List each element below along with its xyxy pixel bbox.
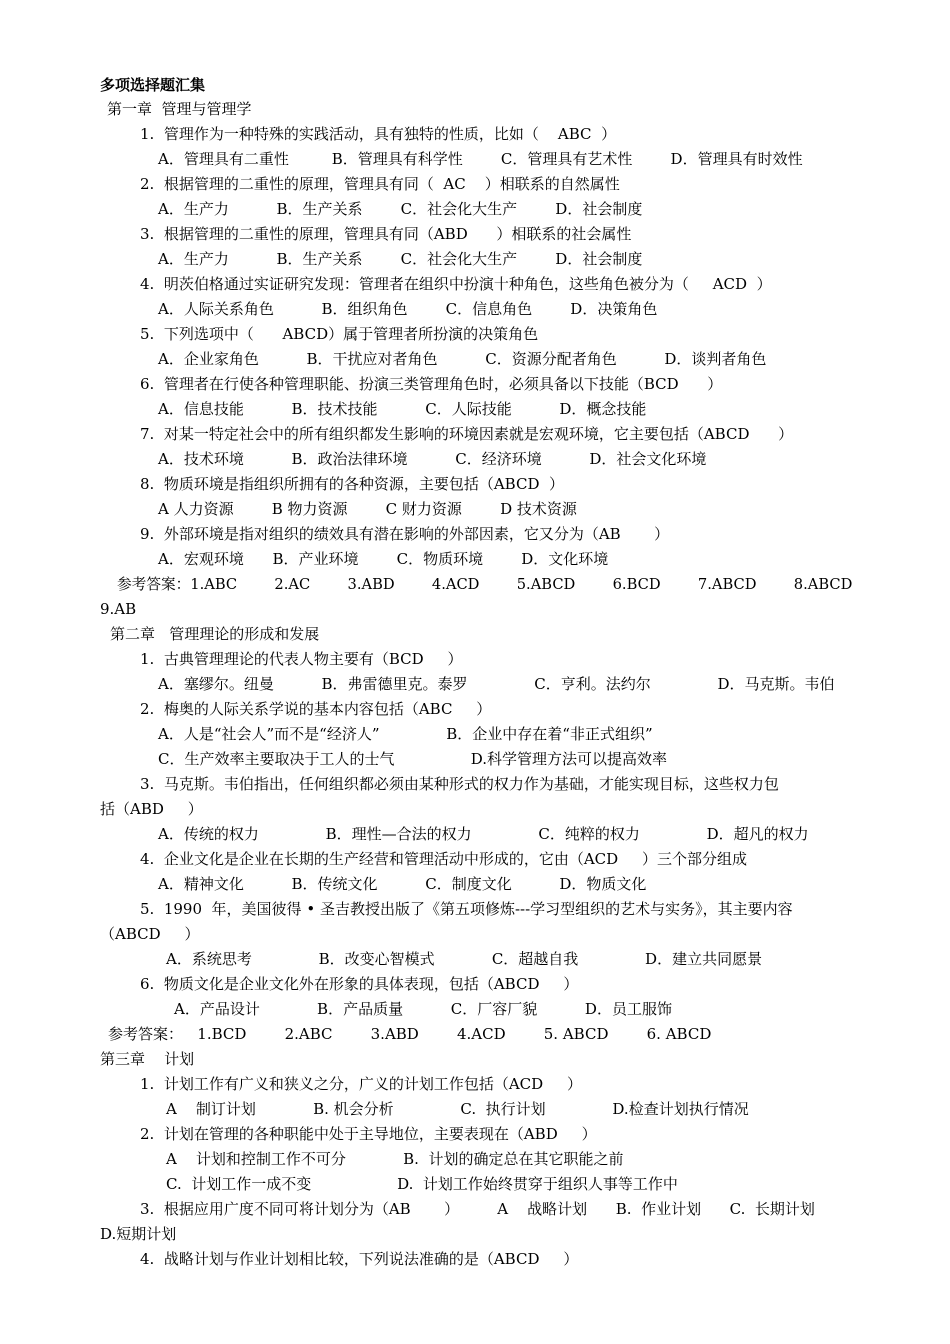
option-line: D.短期计划 <box>100 1225 177 1243</box>
document-title: 多项选择题汇集 <box>100 76 206 94</box>
question-line: 1. 计划工作有广义和狭义之分，广义的计划工作包括（ACD ） <box>140 1075 583 1093</box>
question-line: 4. 明茨伯格通过实证研究发现：管理者在组织中扮演十种角色，这些角色被分为（ ACD ） <box>140 275 772 293</box>
option-line: A．精神文化 B．传统文化 C．制度文化 D．物质文化 <box>158 875 647 893</box>
option-line: A 制订计划 B. 机会分析 C. 执行计划 D.检查计划执行情况 <box>166 1100 749 1118</box>
answer-key-line: 参考答案：1.ABC 2.AC 3.ABD 4.ACD 5.ABCD 6.BCD 7.ABCD 8.ABCD <box>117 575 853 593</box>
question-line: 2. 梅奥的人际关系学说的基本内容包括（ABC ） <box>140 700 492 718</box>
question-line: 2. 计划在管理的各种职能中处于主导地位，主要表现在（ABD ） <box>140 1125 597 1143</box>
option-line: A．生产力 B．生产关系 C．社会化大生产 D．社会制度 <box>158 250 643 268</box>
option-line: A．人是“社会人”而不是“经济人” B．企业中存在着“非正式组织” <box>158 725 653 743</box>
question-line: 7. 对某一特定社会中的所有组织都发生影响的环境因素就是宏观环境，它主要包括（ABCD ） <box>140 425 794 443</box>
chapter-2-heading: 第二章 管理理论的形成和发展 <box>110 625 320 643</box>
question-line: 6. 物质文化是企业文化外在形象的具体表现，包括（ABCD ） <box>140 975 579 993</box>
question-line: 3. 根据管理的二重性的原理，管理具有同（ABD ）相联系的社会属性 <box>140 225 632 243</box>
question-line: 1. 古典管理理论的代表人物主要有（BCD ） <box>140 650 463 668</box>
option-line: C. 计划工作一成不变 D. 计划工作始终贯穿于组织人事等工作中 <box>166 1175 678 1193</box>
answer-key-line: 9.AB <box>100 600 137 618</box>
question-line: 4. 战略计划与作业计划相比较，下列说法准确的是（ABCD ） <box>140 1250 579 1268</box>
question-line: 6. 管理者在行使各种管理职能、扮演三类管理角色时，必须具备以下技能（BCD ） <box>140 375 723 393</box>
question-line: 2. 根据管理的二重性的原理，管理具有同（ AC ）相联系的自然属性 <box>140 175 620 193</box>
option-line: A．信息技能 B．技术技能 C．人际技能 D．概念技能 <box>158 400 647 418</box>
option-line: A．宏观环境 B．产业环境 C．物质环境 D．文化环境 <box>158 550 609 568</box>
option-line: A．系统思考 B．改变心智模式 C．超越自我 D．建立共同愿景 <box>166 950 763 968</box>
option-line: A．技术环境 B．政治法律环境 C．经济环境 D．社会文化环境 <box>158 450 707 468</box>
option-line: A 计划和控制工作不可分 B. 计划的确定总在其它职能之前 <box>166 1150 624 1168</box>
question-line: 4. 企业文化是企业在长期的生产经营和管理活动中形成的，它由（ACD ）三个部分组成 <box>140 850 748 868</box>
option-line: A．塞缪尔。纽曼 B．弗雷德里克。泰罗 C．亨利。法约尔 D．马克斯。韦伯 <box>158 675 835 693</box>
question-line: 5. 1990 年，美国彼得 • 圣吉教授出版了《第五项修炼---学习型组织的艺术与实务》，其主要内容 <box>140 900 793 918</box>
question-line: 1. 管理作为一种特殊的实践活动，具有独特的性质，比如（ ABC ） <box>140 125 617 143</box>
option-line: A．管理具有二重性 B．管理具有科学性 C．管理具有艺术性 D．管理具有时效性 <box>158 150 803 168</box>
question-line: 5. 下列选项中（ ABCD）属于管理者所扮演的决策角色 <box>140 325 539 343</box>
answer-key-line: 参考答案： 1.BCD 2.ABC 3.ABD 4.ACD 5. ABCD 6. ABCD <box>108 1025 712 1043</box>
option-line: A．传统的权力 B．理性—合法的权力 C．纯粹的权力 D．超凡的权力 <box>158 825 809 843</box>
option-line: A．企业家角色 B．干扰应对者角色 C．资源分配者角色 D．谈判者角色 <box>158 350 767 368</box>
question-line: 3. 根据应用广度不同可将计划分为（AB ） A 战略计划 B. 作业计划 C. 长期计划 <box>140 1200 815 1218</box>
option-line: A．生产力 B．生产关系 C．社会化大生产 D．社会制度 <box>158 200 643 218</box>
chapter-3-heading: 第三章 计划 <box>100 1050 195 1068</box>
question-line: 3. 马克斯。韦伯指出，任何组织都必须由某种形式的权力作为基础，才能实现目标，这些权力包 <box>140 775 779 793</box>
question-line: 9. 外部环境是指对组织的绩效具有潜在影响的外部因素，它又分为（AB ） <box>140 525 670 543</box>
option-line: A．人际关系角色 B．组织角色 C．信息角色 D．决策角色 <box>158 300 658 318</box>
option-line: A 人力资源 B 物力资源 C 财力资源 D 技术资源 <box>158 500 577 518</box>
option-line: C．生产效率主要取决于工人的士气 D.科学管理方法可以提高效率 <box>158 750 668 768</box>
question-line: 括（ABD ） <box>100 800 203 818</box>
chapter-1-heading: 第一章 管理与管理学 <box>107 100 252 118</box>
option-line: A．产品设计 B．产品质量 C．厂容厂貌 D．员工服饰 <box>174 1000 672 1018</box>
question-line: （ABCD ） <box>100 925 200 943</box>
question-line: 8. 物质环境是指组织所拥有的各种资源，主要包括（ABCD ） <box>140 475 565 493</box>
